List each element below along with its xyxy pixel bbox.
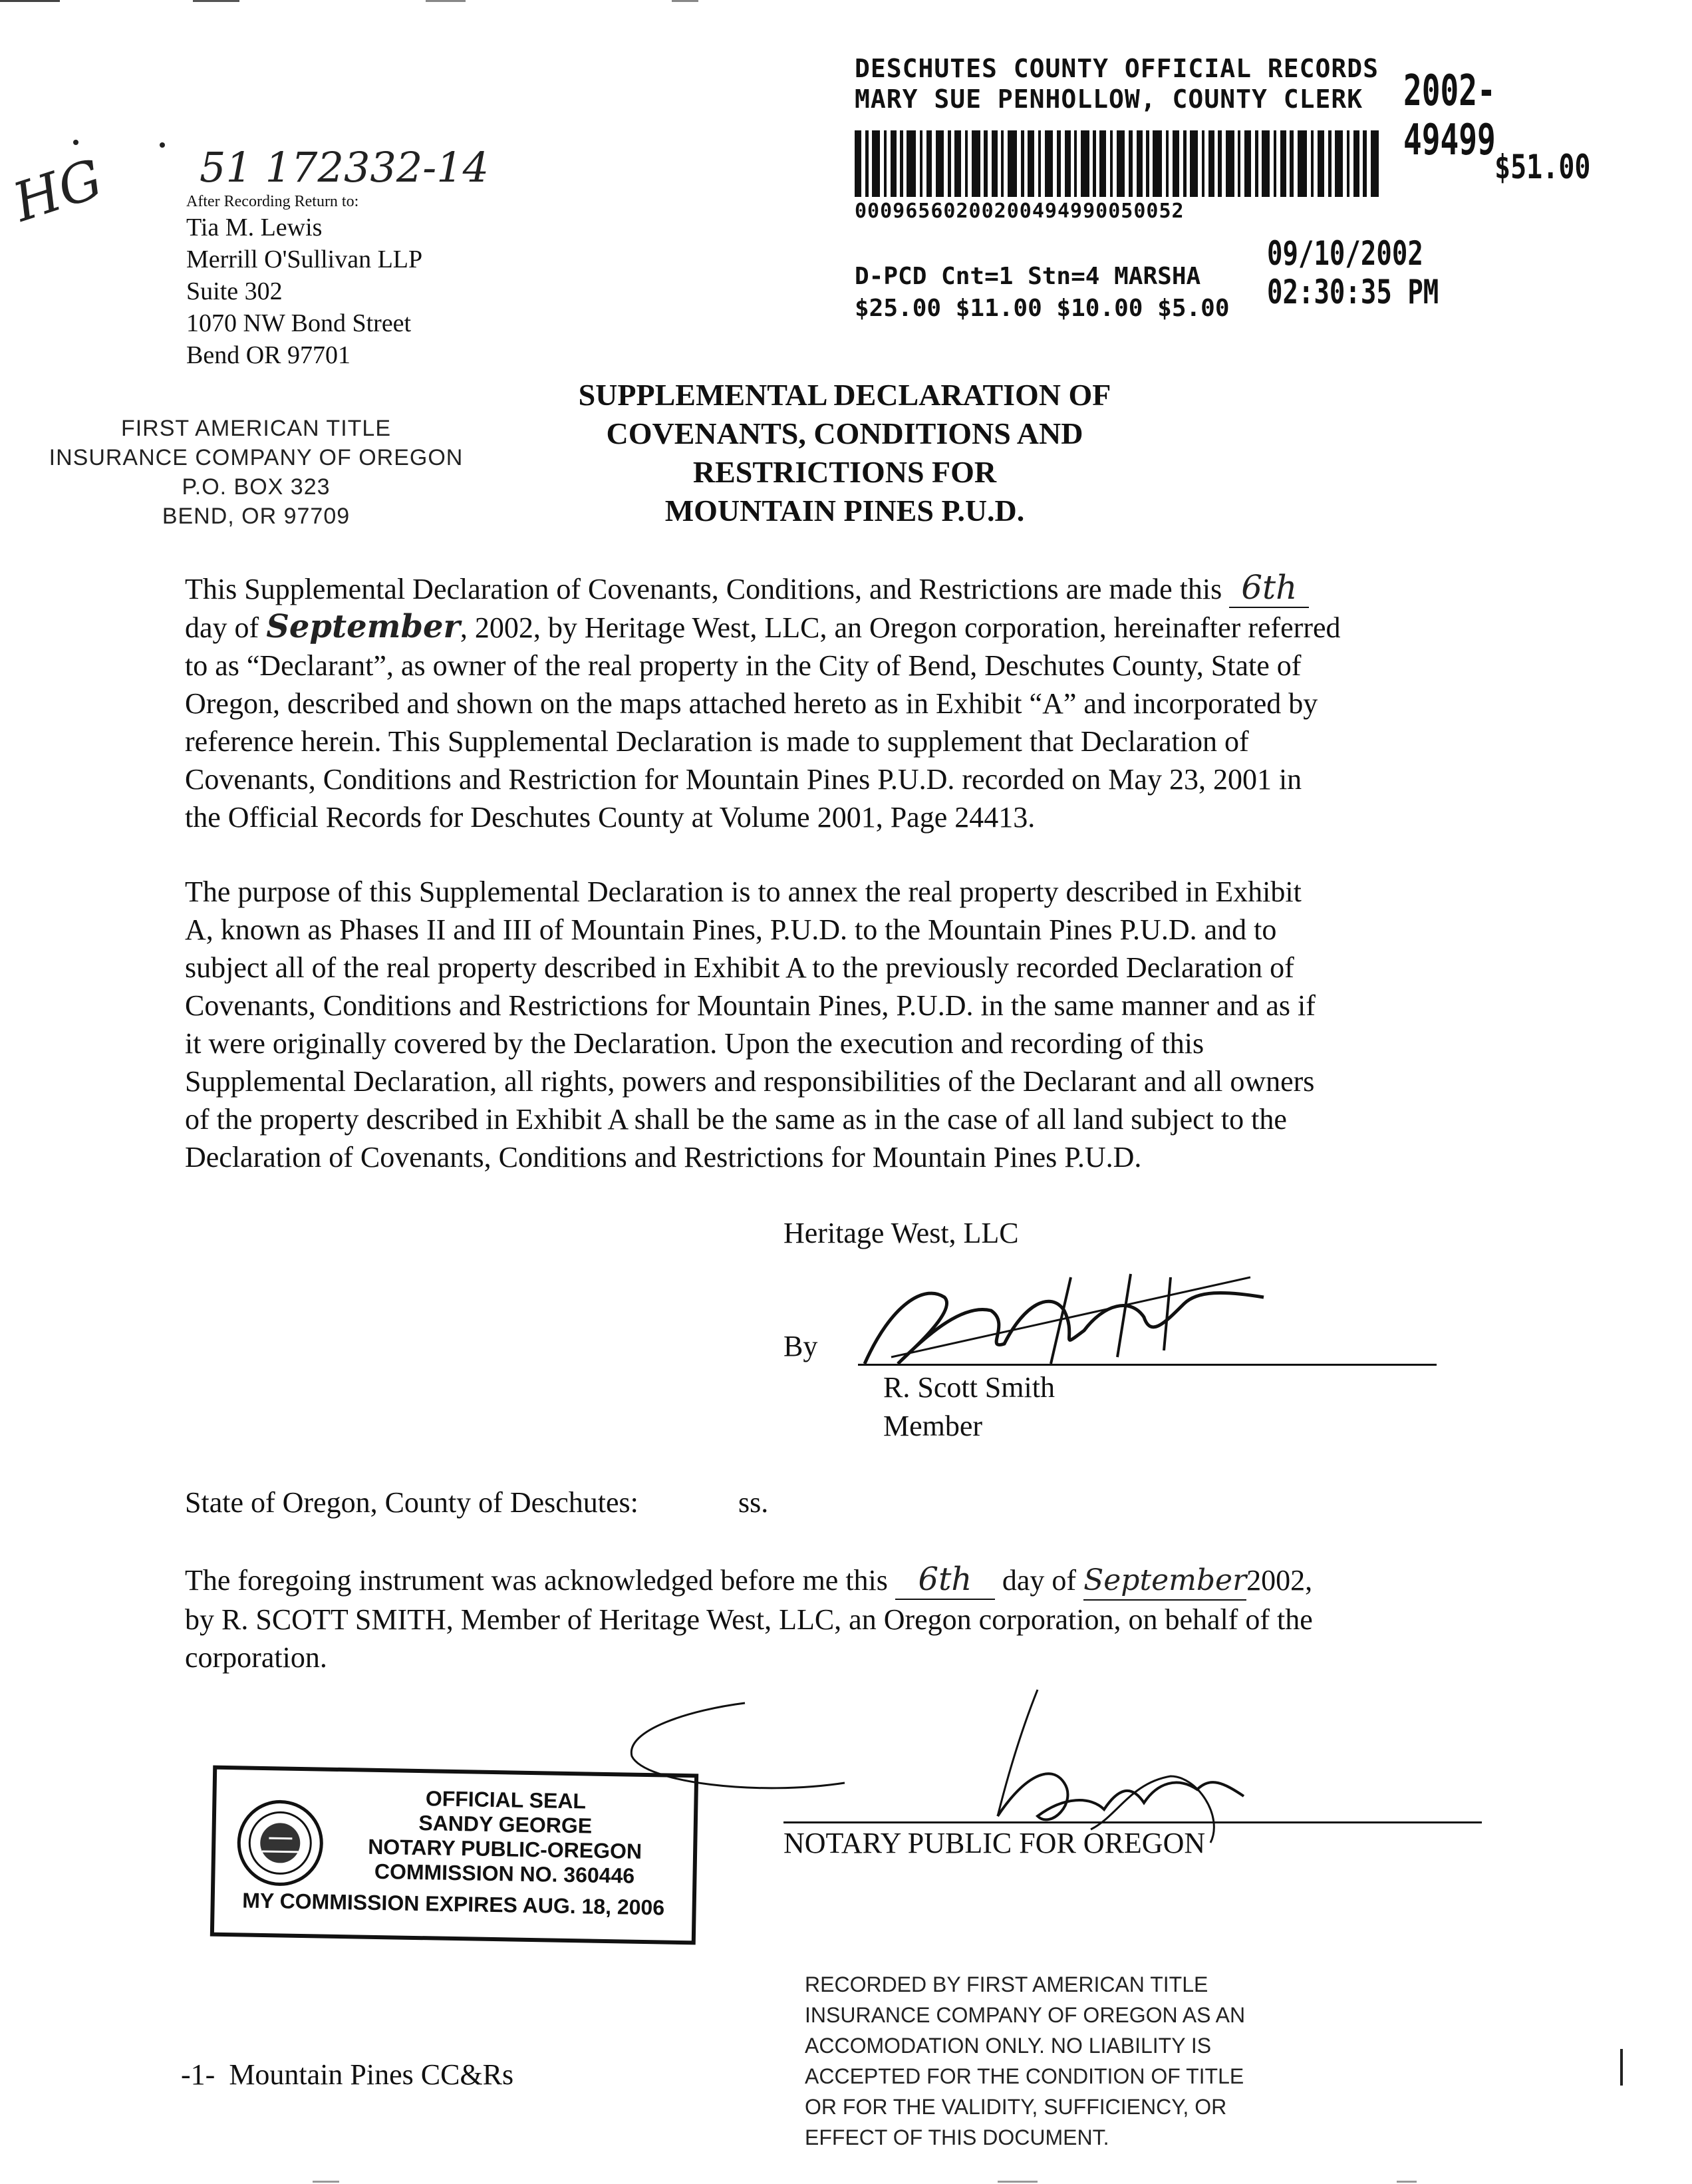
disclaimer-line6: EFFECT OF THIS DOCUMENT. (805, 2125, 1109, 2149)
scan-artifact-top (0, 0, 1692, 3)
paragraph-1-line: Covenants, Conditions and Restriction for Mountain Pines P.U.D. recorded on May 23, 2001 in (185, 763, 1302, 796)
acknowledgment-line3: corporation. (185, 1641, 327, 1674)
notary-venue: State of Oregon, County of Deschutes: (185, 1486, 638, 1519)
notary-signature-line (783, 1821, 1482, 1823)
total-fee: $51.00 (1494, 148, 1591, 186)
title-company-line3: P.O. BOX 323 (182, 474, 331, 500)
handwritten-month: September (266, 608, 460, 645)
return-to-name: Tia M. Lewis (186, 214, 323, 241)
title-company-disclaimer (805, 1969, 1337, 2153)
signer-name: R. Scott Smith (883, 1371, 1055, 1404)
notary-ss: ss. (738, 1486, 769, 1519)
document-title (486, 376, 1204, 530)
disclaimer-line4: ACCEPTED FOR THE CONDITION OF TITLE (805, 2064, 1244, 2088)
document-title-line1: SUPPLEMENTAL DECLARATION OF (578, 378, 1111, 412)
paragraph-2-line: Covenants, Conditions and Restrictions for Mountain Pines, P.U.D. in the same manner and as if (185, 989, 1316, 1022)
title-company-line4: BEND, OR 97709 (162, 504, 351, 529)
signature-by-label: By (783, 1330, 818, 1362)
disclaimer-line2: INSURANCE COMPANY OF OREGON AS AN (805, 2003, 1246, 2027)
disclaimer-line3: ACCOMODATION ONLY. NO LIABILITY IS (805, 2034, 1212, 2058)
notary-public-label: NOTARY PUBLIC FOR OREGON (783, 1827, 1206, 1859)
paragraph-2-line: subject all of the real property described in Exhibit A to the previously recorded Declaration of (185, 951, 1294, 984)
signature-entity: Heritage West, LLC (783, 1217, 1019, 1249)
document-number: 2002-49499 (1403, 67, 1496, 165)
ack-handwritten-day: 6th (895, 1561, 995, 1600)
acknowledgment-line2: by R. SCOTT SMITH, Member of Heritage West, LLC, an Oregon corporation, on behalf of the (185, 1603, 1313, 1636)
paragraph-2-line: The purpose of this Supplemental Declaration is to annex the real property described in Exhibit (185, 875, 1302, 908)
return-to-suite: Suite 302 (186, 277, 283, 305)
barcode-icon (855, 130, 1387, 197)
title-company-stamp (33, 414, 479, 531)
recording-timestamp: 09/10/2002 02:30:35 PM (1267, 234, 1439, 311)
seal-line3: NOTARY PUBLIC-OREGON (367, 1834, 642, 1863)
paragraph-1 (185, 569, 1522, 836)
document-title-line4: MOUNTAIN PINES P.U.D. (664, 494, 1025, 528)
paragraph-2-line: Declaration of Covenants, Conditions and Restrictions for Mountain Pines P.U.D. (185, 1141, 1142, 1173)
margin-dots (73, 140, 206, 153)
seal-line2: SANDY GEORGE (418, 1811, 593, 1838)
recorder-stamp (855, 53, 1591, 346)
disclaimer-line1: RECORDED BY FIRST AMERICAN TITLE (805, 1972, 1208, 1996)
signer-title: Member (883, 1410, 983, 1442)
ack-handwritten-month: September (1083, 1561, 1246, 1601)
paragraph-2-line: it were originally covered by the Declaration. Upon the execution and recording of this (185, 1027, 1204, 1060)
title-company-line2: INSURANCE COMPANY OF OREGON (49, 445, 464, 470)
signature-scribble-icon (851, 1264, 1277, 1377)
return-to-address (186, 212, 422, 371)
recording-codes: D-PCD Cnt=1 Stn=4 MARSHA (855, 263, 1201, 290)
margin-mark (1620, 2049, 1623, 2086)
paragraph-1-line: This Supplemental Declaration of Covenants, Conditions, and Restrictions are made this 6th (185, 569, 1522, 608)
document-title-line2: COVENANTS, CONDITIONS AND (606, 416, 1083, 450)
paragraph-1-line: the Official Records for Deschutes County at Volume 2001, Page 24413. (185, 801, 1036, 834)
seal-line5: MY COMMISSION EXPIRES AUG. 18, 2006 (242, 1888, 665, 1920)
paragraph-1-line: to as “Declarant”, as owner of the real property in the City of Bend, Deschutes County, State of (185, 649, 1302, 682)
recorder-clerk: MARY SUE PENHOLLOW, COUNTY CLERK (855, 84, 1363, 114)
handwritten-day: 6th (1229, 569, 1309, 608)
recording-fees: $25.00 $11.00 $10.00 $5.00 (855, 295, 1230, 322)
disclaimer-line5: OR FOR THE VALIDITY, SUFFICIENCY, OR (805, 2095, 1227, 2119)
return-to-label: After Recording Return to: (186, 193, 359, 210)
paragraph-2-line: A, known as Phases II and III of Mountain Pines, P.U.D. to the Mountain Pines P.U.D. and to (185, 913, 1277, 946)
recorder-office: DESCHUTES COUNTY OFFICIAL RECORDS (855, 54, 1379, 83)
margin-initials: HG (5, 147, 110, 234)
page-number: -1- (181, 2058, 215, 2091)
seal-line1: OFFICIAL SEAL (425, 1786, 587, 1813)
seal-line4: COMMISSION NO. 360446 (374, 1859, 635, 1888)
barcode-number: 00096560200200494990050052 (855, 200, 1185, 223)
return-to-street: 1070 NW Bond Street (186, 309, 412, 337)
acknowledgment-line1: The foregoing instrument was acknowledged before me this 6th day of September2002, (185, 1561, 1522, 1601)
acknowledgment (185, 1561, 1522, 1676)
document-title-line3: RESTRICTIONS FOR (692, 455, 997, 489)
order-number: 51 172332-14 (200, 143, 490, 192)
paragraph-1-line: Oregon, described and shown on the maps attached hereto as in Exhibit “A” and incorporated by (185, 687, 1318, 720)
title-company-line1: FIRST AMERICAN TITLE (120, 416, 392, 441)
scan-artifact-bottom (0, 2181, 1692, 2183)
state-seal-icon (235, 1797, 326, 1889)
paragraph-1-line: reference herein. This Supplemental Declaration is made to supplement that Declaration of (185, 725, 1249, 758)
paragraph-2 (185, 873, 1522, 1176)
paragraph-2-line: of the property described in Exhibit A shall be the same as in the case of all land subject to the (185, 1103, 1287, 1136)
paragraph-2-line: Supplemental Declaration, all rights, powers and responsibilities of the Declarant and all owners (185, 1065, 1315, 1098)
footer-doc-name: Mountain Pines CC&Rs (229, 2058, 514, 2091)
page-footer (181, 2056, 513, 2094)
return-to-firm: Merrill O'Sullivan LLP (186, 245, 423, 273)
paragraph-1-line: day of September, 2002, by Heritage West, LLC, an Oregon corporation, hereinafter referred (185, 608, 1341, 645)
notary-seal-stamp (210, 1766, 698, 1945)
return-to-city: Bend OR 97701 (186, 341, 351, 369)
seal-text (328, 1785, 682, 1889)
